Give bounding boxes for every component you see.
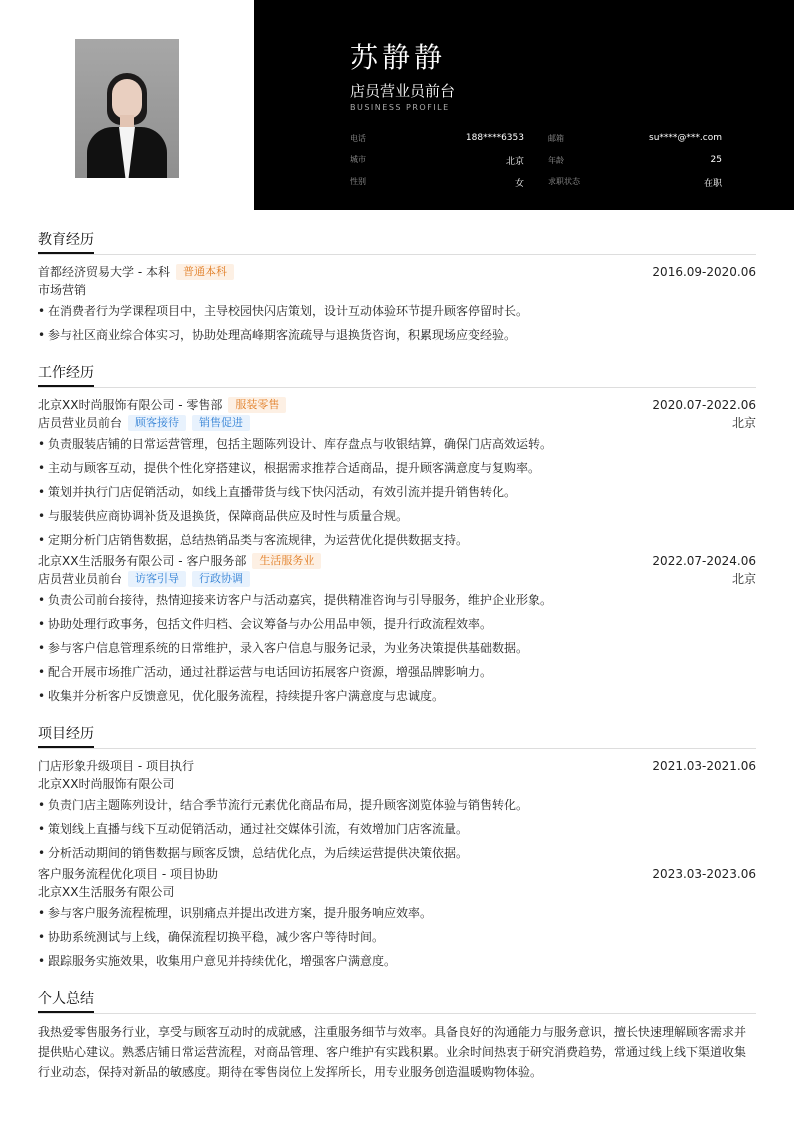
section-title: 个人总结 — [38, 989, 756, 1014]
education-date: 2016.09-2020.06 — [652, 265, 756, 279]
skill-tag: 访客引导 — [128, 571, 186, 587]
list-item: • 收集并分析客户反馈意见，优化服务流程，持续提升客户满意度与忠诚度。 — [38, 684, 756, 708]
list-item: • 协助系统测试与上线，确保流程切换平稳，减少客户等待时间。 — [38, 925, 756, 949]
job-position: 店员营业员前台 — [38, 416, 123, 430]
industry-tag: 生活服务业 — [252, 553, 321, 569]
education-bullets — [38, 299, 756, 347]
info-status: 求职状态 在职 — [548, 176, 722, 189]
job-position: 店员营业员前台 — [38, 572, 123, 586]
project-bullets — [38, 901, 756, 973]
project-entry — [38, 865, 756, 973]
summary-section — [38, 989, 756, 1082]
company-name: 北京XX生活服务有限公司 - 客户服务部 — [38, 554, 247, 568]
job-date: 2020.07-2022.06 — [652, 398, 756, 412]
job-entry — [38, 552, 756, 708]
list-item: • 跟踪服务实施效果，收集用户意见并持续优化，增强客户满意度。 — [38, 949, 756, 973]
job-date: 2022.07-2024.06 — [652, 554, 756, 568]
project-name: 门店形象升级项目 - 项目执行 — [38, 759, 194, 773]
info-gender: 性别 女 — [350, 176, 524, 189]
profile-photo — [75, 39, 179, 178]
info-age: 年龄 25 — [548, 154, 722, 165]
list-item: • 策划并执行门店促销活动，如线上直播带货与线下快闪活动，有效引流并提升销售转化。 — [38, 480, 756, 504]
candidate-name: 苏静静 — [350, 41, 447, 74]
list-item: • 与服装供应商协调补货及退换货，保障商品供应及时性与质量合规。 — [38, 504, 756, 528]
skill-tag: 行政协调 — [192, 571, 250, 587]
list-item: • 在消费者行为学课程项目中，主导校园快闪店策划，设计互动体验环节提升顾客停留时长。 — [38, 299, 756, 323]
resume-header — [0, 0, 794, 210]
info-phone: 电话 188****6353 — [350, 132, 524, 143]
photo-area — [0, 0, 254, 210]
list-item: • 定期分析门店销售数据，总结热销品类与客流规律，为运营优化提供数据支持。 — [38, 528, 756, 552]
project-name: 客户服务流程优化项目 - 项目协助 — [38, 867, 218, 881]
list-item: • 负责门店主题陈列设计，结合季节流行元素优化商品布局，提升顾客浏览体验与销售转化。 — [38, 793, 756, 817]
list-item: • 负责服装店铺的日常运营管理，包括主题陈列设计、库存盘点与收银结算，确保门店高效运转。 — [38, 432, 756, 456]
industry-tag: 服装零售 — [228, 397, 286, 413]
list-item: • 参与客户服务流程梳理，识别痛点并提出改进方案，提升服务响应效率。 — [38, 901, 756, 925]
major: 市场营销 — [38, 283, 87, 297]
info-city: 城市 北京 — [350, 154, 524, 167]
school-tag: 普通本科 — [176, 264, 234, 280]
list-item: • 分析活动期间的销售数据与顾客反馈，总结优化点，为后续运营提供决策依据。 — [38, 841, 756, 865]
education-section — [38, 230, 756, 347]
resume-content — [38, 230, 756, 1098]
list-item: • 主动与顾客互动，提供个性化穿搭建议，根据需求推荐合适商品，提升顾客满意度与复购率。 — [38, 456, 756, 480]
job-bullets — [38, 588, 756, 708]
section-title: 项目经历 — [38, 724, 756, 749]
job-city: 北京 — [731, 572, 756, 586]
projects-section — [38, 724, 756, 973]
list-item: • 负责公司前台接待，热情迎接来访客户与活动嘉宾，提供精准咨询与引导服务，维护企业形象。 — [38, 588, 756, 612]
list-item: • 参与客户信息管理系统的日常维护，录入客户信息与服务记录，为业务决策提供基础数据。 — [38, 636, 756, 660]
list-item: • 配合开展市场推广活动，通过社群运营与电话回访拓展客户资源，增强品牌影响力。 — [38, 660, 756, 684]
skill-tag: 顾客接待 — [128, 415, 186, 431]
contact-info — [350, 127, 722, 193]
header-subtitle: BUSINESS PROFILE — [350, 103, 450, 112]
skill-tag: 销售促进 — [192, 415, 250, 431]
job-city: 北京 — [731, 416, 756, 430]
job-entry — [38, 396, 756, 552]
project-date: 2023.03-2023.06 — [652, 867, 756, 881]
project-bullets — [38, 793, 756, 865]
project-company: 北京XX时尚服饰有限公司 — [38, 777, 175, 791]
candidate-role: 店员营业员前台 — [350, 82, 456, 100]
company-name: 北京XX时尚服饰有限公司 - 零售部 — [38, 398, 223, 412]
list-item: • 参与社区商业综合体实习，协助处理高峰期客流疏导与退换货咨询，积累现场应变经验。 — [38, 323, 756, 347]
list-item: • 策划线上直播与线下互动促销活动，通过社交媒体引流，有效增加门店客流量。 — [38, 817, 756, 841]
section-title: 教育经历 — [38, 230, 756, 255]
education-header — [38, 263, 756, 281]
header-info-panel — [254, 0, 794, 210]
project-entry — [38, 757, 756, 865]
project-date: 2021.03-2021.06 — [652, 759, 756, 773]
school-name: 首都经济贸易大学 - 本科 — [38, 265, 170, 279]
job-bullets — [38, 432, 756, 552]
info-email: 邮箱 su****@***.com — [548, 132, 722, 143]
section-title: 工作经历 — [38, 363, 756, 388]
list-item: • 协助处理行政事务，包括文件归档、会议筹备与办公用品申领，提升行政流程效率。 — [38, 612, 756, 636]
project-company: 北京XX生活服务有限公司 — [38, 885, 175, 899]
summary-text: 我热爱零售服务行业，享受与顾客互动时的成就感，注重服务细节与效率。具备良好的沟通能力与服务意识，擅长快速理解顾客需求并提供贴心建议。熟悉店铺日常运营流程，对商品管理、客户维护有实践积累。业余时间热衷于研究消费趋势，常通过线上线下渠道收集行业动态，保持对新品的敏感度。期待在零售岗位上发挥所长，用专业服务创造温暖购物体验。 — [38, 1025, 747, 1079]
work-section — [38, 363, 756, 708]
